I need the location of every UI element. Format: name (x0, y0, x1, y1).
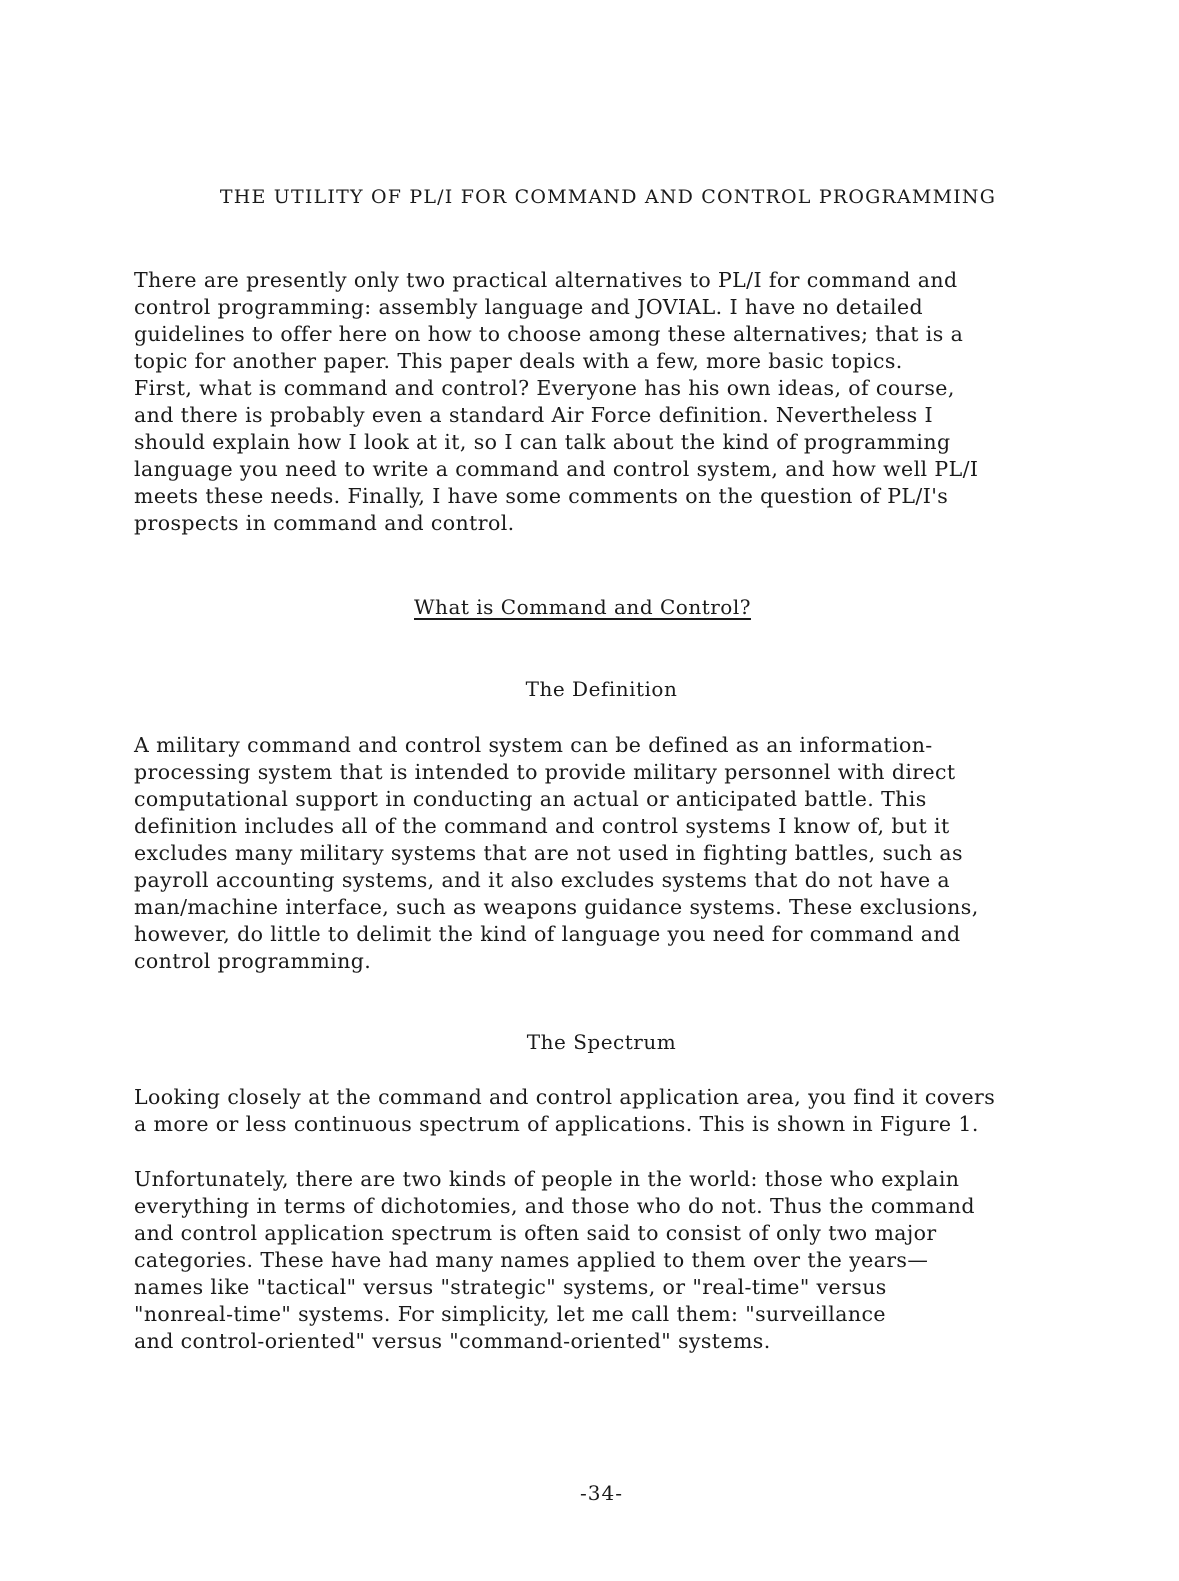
dichotomy-line: everything in terms of dichotomies, and those who do not. Thus the command (134, 1194, 975, 1218)
definition-line: A military command and control system can be defined as an information- (134, 733, 933, 757)
section-heading: What is Command and Control? (414, 595, 751, 619)
intro-line: language you need to write a command and control system, and how well PL/I (134, 457, 979, 481)
definition-line: computational support in conducting an actual or anticipated battle. This (134, 787, 927, 811)
definition-line: control programming. (134, 949, 372, 973)
intro-line: guidelines to offer here on how to choose among these alternatives; that is a (134, 322, 964, 346)
definition-line: payroll accounting systems, and it also excludes systems that do not have a (134, 868, 951, 892)
spectrum-line: a more or less continuous spectrum of applications. This is shown in Figure 1. (134, 1112, 979, 1136)
intro-line: should explain how I look at it, so I can talk about the kind of programming (134, 430, 951, 454)
definition-heading: The Definition (525, 677, 678, 701)
intro-line: meets these needs. Finally, I have some comments on the question of PL/I's (134, 484, 949, 508)
dichotomy-line: names like "tactical" versus "strategic" systems, or "real-time" versus (134, 1275, 887, 1299)
definition-line: processing system that is intended to provide military personnel with direct (134, 760, 956, 784)
dichotomy-line: and control-oriented" versus "command-oriented" systems. (134, 1329, 771, 1353)
intro-line: control programming: assembly language and JOVIAL. I have no detailed (134, 295, 924, 319)
dichotomy-paragraph (134, 1166, 1109, 1355)
definition-line: excludes many military systems that are not used in fighting battles, such as (134, 841, 963, 865)
spectrum-paragraph (134, 1084, 1109, 1138)
definition-paragraph (134, 732, 1109, 975)
spectrum-line: Looking closely at the command and control application area, you find it covers (134, 1085, 996, 1109)
dichotomy-line: "nonreal-time" systems. For simplicity, let me call them: "surveillance (134, 1302, 886, 1326)
dichotomy-line: categories. These have had many names applied to them over the years— (134, 1248, 929, 1272)
document-title: THE UTILITY OF PL/I FOR COMMAND AND CONTROL PROGRAMMING (219, 186, 997, 208)
intro-line: topic for another paper. This paper deals with a few, more basic topics. (134, 349, 903, 373)
definition-line: definition includes all of the command and control systems I know of, but it (134, 814, 950, 838)
intro-line: First, what is command and control? Everyone has his own ideas, of course, (134, 376, 955, 400)
definition-line: man/machine interface, such as weapons guidance systems. These exclusions, (134, 895, 979, 919)
intro-line: There are presently only two practical alternatives to PL/I for command and (134, 268, 958, 292)
intro-paragraph (134, 267, 1109, 537)
definition-line: however, do little to delimit the kind of language you need for command and (134, 922, 961, 946)
dichotomy-line: and control application spectrum is often said to consist of only two major (134, 1221, 937, 1245)
intro-line: prospects in command and control. (134, 511, 515, 535)
page-number: -34- (580, 1481, 623, 1505)
spectrum-heading: The Spectrum (526, 1030, 677, 1054)
dichotomy-line: Unfortunately, there are two kinds of people in the world: those who explain (134, 1167, 960, 1191)
intro-line: and there is probably even a standard Air Force definition. Nevertheless I (134, 403, 934, 427)
